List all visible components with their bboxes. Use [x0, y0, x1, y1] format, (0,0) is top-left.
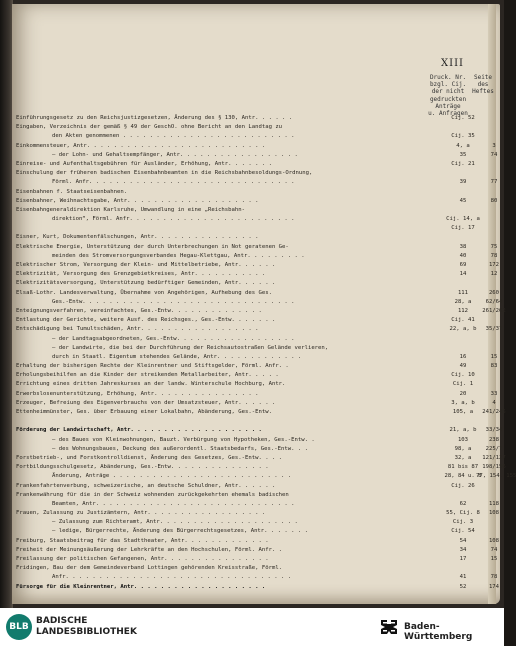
entry-print-number: 69 — [459, 262, 467, 268]
entry-text: Elektrizität, Versorgung des Grenzgebietkreises, Antr. . . . . . . . . . . — [16, 271, 266, 278]
entry-print-number: Cij. 17 — [451, 225, 475, 232]
print-header-line: Anträge — [435, 102, 461, 110]
page-header-line: Heftes — [472, 88, 494, 96]
entry-page-number: 198/156 — [482, 464, 506, 471]
entry-text: Förderung der Landwirtschaft, Antr. . . . . . . . . . . . . . . . . . . . — [16, 427, 262, 434]
index-entry — [16, 233, 500, 242]
baden-wuerttemberg-crest-icon — [378, 616, 400, 638]
entry-text: Ges.-Entw. . . . . . . . . . . . . . . . . . . . . . . . . . . . . . . . — [52, 298, 295, 305]
entry-page-number: 80 — [490, 197, 498, 204]
index-entry — [16, 132, 500, 141]
print-number-column-header — [423, 74, 473, 117]
entry-print-number: 17 — [459, 556, 467, 562]
index-entry — [16, 142, 500, 151]
entry-page-number: 238 — [488, 436, 500, 443]
index-entry — [16, 564, 500, 573]
entry-print-number: 39 — [459, 179, 467, 186]
entry-print-number: 45 — [459, 197, 467, 204]
entry-print-number: 40 — [459, 252, 467, 259]
entry-page-number: 78 — [490, 574, 498, 581]
entry-text: Enteignungsverfahren, vereinfachtes, Ges.-Entw. . . . . . . . . . . . . . — [16, 307, 262, 314]
entry-text: — des Baues von Kleinwohnungen, Bauzt. Verbürgung von Hypotheken, Ges.-Entw. . — [52, 436, 315, 443]
entry-print-number: 4, a — [456, 142, 470, 149]
entry-text: Eisenbahnen f. Staatseisenbahnen. — [16, 188, 128, 195]
entry-text: Entschädigung bei Tumultschäden, Antr. . . . . . . . . . . . . . . . . . — [16, 326, 259, 333]
blb-logo[interactable]: BLB — [6, 614, 32, 640]
entry-print-number: 54 — [459, 537, 467, 544]
index-entry — [16, 491, 500, 500]
entry-text: Fortbildungsschulgesetz, Abänderung, Ges.-Entw. . . . . . . . . . . . . . . — [16, 464, 269, 471]
index-entry — [16, 426, 503, 435]
index-entry — [16, 206, 500, 215]
entry-text: Anfr. . . . . . . . . . . . . . . . . . . . . . . . . . . . . . . . . . — [52, 574, 292, 581]
entry-print-number: 28, 84 u. 8 — [444, 473, 482, 480]
index-entry — [16, 445, 503, 454]
print-header-line: bzgl. Cij. — [429, 81, 467, 89]
entry-print-number: 98, a — [454, 445, 472, 452]
entry-print-number: 111 — [457, 289, 469, 296]
entry-text: Erholungsbeihilfen an die Kinder der streikenden Metallarbeiter, Antr. . . . . — [16, 372, 279, 379]
entry-text: Eisner, Kurt, Dokumentenfälschungen, Antr. . . . . . . . . . . . . . . . — [16, 234, 259, 241]
library-name-line2: LANDESBIBLIOTHEK — [36, 627, 137, 637]
entry-print-number: Cij. 1 — [452, 381, 474, 388]
entry-text: Frauen, Zulassung zu Justizämtern, Antr. . . . . . . . . . . . . . . . . . — [16, 510, 266, 517]
index-entry — [16, 188, 500, 197]
index-entry — [16, 518, 500, 527]
entry-print-number: 49 — [459, 363, 467, 370]
entry-print-number: Cij. 26 — [451, 482, 475, 489]
entry-page-number: 15 — [490, 556, 498, 562]
index-entry — [16, 316, 500, 325]
entry-print-number: 20 — [459, 390, 467, 397]
entry-text: — Zulassung zum Richteramt, Antr. . . . . . . . . . . . . . . . . . . . . — [52, 519, 298, 526]
entry-text: — der Landwirte, die bei der Durchführung der Reichsautostraßen Gelände verlieren, — [52, 344, 329, 351]
entry-text: Forstbetrieb-, und Forstkontrolldienst, Änderung des Gesetzes, Ges.-Entw. . . . — [16, 454, 283, 461]
entry-text: Fridingen, Bau der dem Gemeindeverband Lottingen gehörenden Kreisstraße, Förml. — [16, 565, 283, 572]
entry-text: Einschulung der früheren badischen Eisenbahnbeamten in die Reichsbahnbesoldungs-Ordnung, — [16, 170, 313, 177]
index-entry — [16, 454, 506, 463]
entry-text: — des Wohnungsbaues, Deckung des außerordentl. Staatsbedarfs, Ges.-Entw. . . — [52, 445, 308, 452]
page-header-line: des — [477, 81, 489, 89]
entry-print-number: 14 — [459, 271, 467, 278]
entry-text: Frankenwährung für die in der Schweiz wohnenden zurückgekehrten ehemals badischen — [16, 491, 289, 498]
index-entry — [16, 353, 500, 362]
index-entry — [16, 169, 500, 178]
entry-page-number: 12 — [490, 271, 498, 278]
entry-text: — ledige, Bürgerrechte, Änderung des Bürgerrechtsgesetzes, Antr. . . . . . . — [52, 528, 308, 535]
entry-text: Förml. Anfr. . . . . . . . . . . . . . . . . . . . . . . . . . . . . . . — [52, 179, 295, 186]
entry-text: Erzeuger, Befreiung des Eigenverbrauchs von der Umsatzsteuer, Antr. . . . . . — [16, 399, 276, 406]
entry-print-number: 105, a — [452, 409, 474, 415]
index-entry — [16, 362, 500, 371]
entry-page-number: 241/245 — [482, 409, 506, 415]
entry-page-number: 3 — [492, 142, 496, 149]
index-entry — [16, 399, 500, 408]
index-entry — [16, 270, 500, 279]
entry-page-number: 74 — [490, 151, 498, 158]
entry-page-number: 15 — [490, 353, 498, 360]
entry-print-number: 28, a — [454, 298, 472, 305]
entry-page-number: 35/37 — [485, 326, 503, 333]
print-header-line: gedruckten — [429, 95, 467, 103]
entry-text: Beamten, Antr. . . . . . . . . . . . . . . . . . . . . . . . . . . . . . — [52, 500, 295, 507]
entry-page-number: 33 — [490, 390, 498, 397]
entry-page-number: 75 — [490, 243, 498, 250]
entry-text: Errichtung eines dritten Jahreskurses an der landw. Winterschule Hochburg, Antr. — [16, 381, 286, 388]
entry-text: Elektrischer Strom, Versorgung der Klein- und Mittelbetriebe, Antr. . . . . . — [16, 262, 276, 268]
index-entry — [16, 408, 506, 417]
entry-text: Freiburg, Staatsbeitrag für das Stadttheater, Antr. . . . . . . . . . . . . — [16, 537, 269, 544]
entry-page-number: 4 — [492, 399, 496, 406]
entry-print-number: 38 — [459, 243, 467, 250]
index-entries — [16, 114, 516, 592]
entry-text: meinden des Stromversorgungsverbandes Hegau-Klettgau, Antr. . . . . . . . . — [52, 252, 305, 259]
entry-print-number: Cij. 41 — [451, 317, 475, 324]
entry-text: Einführungsgesetz zu den Reichsjustizgesetzen, Änderung des § 130, Antr. . . . . . — [16, 115, 293, 121]
library-name — [36, 616, 137, 638]
entry-text: — der Landtagsabgeordneten, Ges.-Entw. . . . . . . . . . . . . . . . . . — [52, 335, 295, 342]
entry-text: Elektrische Energie, Unterstützung der durch Unterbrechungen in Not geratenen Ge- — [16, 243, 289, 250]
state-name[interactable]: Baden-Württemberg — [404, 622, 473, 642]
index-entry — [16, 482, 500, 491]
index-entry — [16, 325, 503, 334]
entry-page-number: 260 — [488, 289, 500, 296]
print-header-line: Druck. Nr. — [429, 74, 467, 81]
library-name-line1: BADISCHE — [36, 616, 88, 626]
index-entry — [16, 289, 500, 298]
entry-text: Elsaß-Lothr. Landesverwaltung, Übernahme von Angehörigen, Aufhebung des Ges. — [16, 289, 272, 296]
entry-page-number: 33/34 — [485, 427, 503, 434]
index-entry — [16, 573, 500, 582]
entry-print-number: Cij. 52 — [451, 115, 475, 121]
print-header-line: der nicht — [431, 88, 465, 96]
index-entry — [16, 472, 516, 481]
entry-print-number: Cij. 35 — [451, 133, 475, 140]
entry-page-number: 172 — [488, 262, 500, 268]
index-entry — [16, 463, 506, 472]
entry-text: den Akten genommenen . . . . . . . . . . . . . . . . . . . . . . . . . . — [52, 133, 295, 140]
entry-text: Freiheit der Meinungsäußerung der Lehrkräfte an den Hochschulen, Förml. Anfr. . — [16, 546, 283, 553]
index-entry — [16, 151, 500, 160]
index-entry — [16, 500, 500, 509]
entry-print-number: 55, Cij. 8 — [446, 510, 480, 517]
print-header-line: u. Anfragen — [428, 110, 468, 118]
entry-print-number: 52 — [459, 583, 467, 590]
entry-print-number: 112 — [457, 307, 469, 314]
entry-text: Einkommensteuer, Antr. . . . . . . . . . . . . . . . . . . . . . . . . . . — [16, 142, 266, 149]
entry-text: Entlastung der Gerichte, weitere Ausf. des Reichsges., Ges.-Entw. . . . . . . — [16, 317, 276, 324]
entry-page-number: 74 — [490, 546, 498, 553]
entry-print-number: 21, a, b — [449, 427, 477, 434]
entry-print-number: 34 — [459, 546, 467, 553]
index-entry — [16, 197, 500, 206]
entry-page-number: 77 — [490, 179, 498, 186]
page-header-line: Seite — [473, 74, 493, 81]
entry-print-number: 81 bis 87 — [447, 464, 479, 471]
index-entry — [16, 215, 500, 224]
page-number: XIII — [441, 58, 464, 69]
index-entry — [16, 114, 500, 123]
entry-print-number: 16 — [459, 353, 467, 360]
entry-print-number: 3, a, b — [451, 399, 475, 406]
entry-text: Eisenbahner, Weihnachtsgabe, Antr. . . . . . . . . . . . . . . . . . . . — [16, 197, 259, 204]
entry-page-number: 108 — [488, 510, 500, 517]
entry-text: Änderung, Anträge . . . . . . . . . . . . . . . . . . . . . . . . . . . — [52, 473, 292, 480]
index-entry — [16, 178, 500, 187]
entry-print-number: Cij. 14, a — [446, 216, 480, 223]
index-entry — [16, 279, 500, 288]
entry-text: Ettenheimmünster, Ges. über Erbauung einer Lokalbahn, Abänderung, Ges.-Entw. — [16, 409, 272, 415]
entry-page-number: 62/64 — [485, 298, 503, 305]
entry-text: Erhaltung der bisherigen Rechte der Kleinrentner und Stiftsgelder, Förml. Anfr. . — [16, 363, 289, 370]
entry-page-number: 77, 154, 155 — [476, 473, 516, 480]
index-entry — [16, 527, 500, 536]
index-entry — [16, 307, 506, 316]
index-entry — [16, 252, 500, 261]
entry-print-number: Cij. 10 — [451, 372, 475, 379]
index-entry — [16, 509, 500, 518]
entry-print-number: 62 — [459, 500, 467, 507]
index-entry — [16, 298, 503, 307]
index-entry — [16, 436, 500, 445]
index-entry — [16, 583, 500, 592]
index-entry — [16, 243, 500, 252]
entry-text: Eingaben, Verzeichnis der gemäß § 49 der GeschO. ohne Bericht an den Landtag zu — [16, 124, 283, 131]
index-entry — [16, 390, 500, 399]
entry-text: direktion“, Förml. Anfr. . . . . . . . . . . . . . . . . . . . . . . . . — [52, 216, 295, 223]
entry-page-number: 118 — [488, 500, 500, 507]
entry-print-number: 35 — [459, 151, 467, 158]
index-entry — [16, 261, 500, 270]
entry-page-number: 78 — [490, 252, 498, 259]
index-entry — [16, 160, 500, 169]
index-entry — [16, 123, 500, 132]
entry-page-number: 225/7 — [485, 445, 503, 452]
entry-print-number: 103 — [457, 436, 469, 443]
index-entry — [16, 380, 500, 389]
entry-text: Eisenbahngeneraldirektion Karlsruhe, Umwandlung in eine „Reichsbahn- — [16, 206, 246, 213]
entry-print-number: Cij. 3 — [452, 519, 474, 526]
entry-page-number: 108 — [488, 537, 500, 544]
footer-bar — [0, 608, 504, 646]
index-entry — [16, 224, 500, 233]
index-entry — [16, 555, 500, 564]
index-entry — [16, 371, 500, 380]
index-entry — [16, 417, 500, 426]
entry-text: durch in Staatl. Eigentum stehendes Gelände, Antr. . . . . . . . . . . . . — [52, 353, 302, 360]
entry-text: Erwerbslosenunterstützung, Erhöhung, Antr. . . . . . . . . . . . . . . . — [16, 390, 259, 397]
page-column-header — [469, 74, 497, 96]
index-entry — [16, 344, 500, 353]
entry-print-number: Cij. 21 — [451, 160, 475, 167]
entry-print-number: Cij. 54 — [451, 528, 475, 535]
index-entry — [16, 537, 500, 546]
entry-page-number: 174 — [488, 583, 500, 590]
entry-print-number: 41 — [459, 574, 467, 581]
entry-page-number: 121/127 — [482, 454, 506, 461]
entry-text: — der Lohn- und Gehaltsempfänger, Antr. . . . . . . . . . . . . . . . . . — [52, 151, 298, 158]
entry-text: Einreise- und Aufenthaltsgebühren für Ausländer, Erhöhung, Antr. . . . . . . — [16, 160, 272, 167]
entry-print-number: 32, a — [454, 454, 472, 461]
index-entry — [16, 335, 500, 344]
entry-text: Frankenfahrtenverbung, schweizerische, an deutsche Schuldner, Antr. . . . . . — [16, 482, 276, 489]
entry-print-number: 22, a, b — [449, 326, 477, 333]
index-entry — [16, 546, 500, 555]
entry-page-number: 261/262 — [482, 307, 506, 314]
entry-text: Fürsorge für die Kleinrentner, Antr. . . . . . . . . . . . . . . . . . . . — [16, 583, 266, 590]
entry-text: Elektrizitätsversorgung, Unterstützung bedürftiger Gemeinden, Antr. . . . . . — [16, 280, 276, 287]
entry-page-number: 83 — [490, 363, 498, 370]
entry-text: Freilassung der politischen Gefangenen, Antr. . . . . . . . . . . . . . . . — [16, 556, 269, 562]
